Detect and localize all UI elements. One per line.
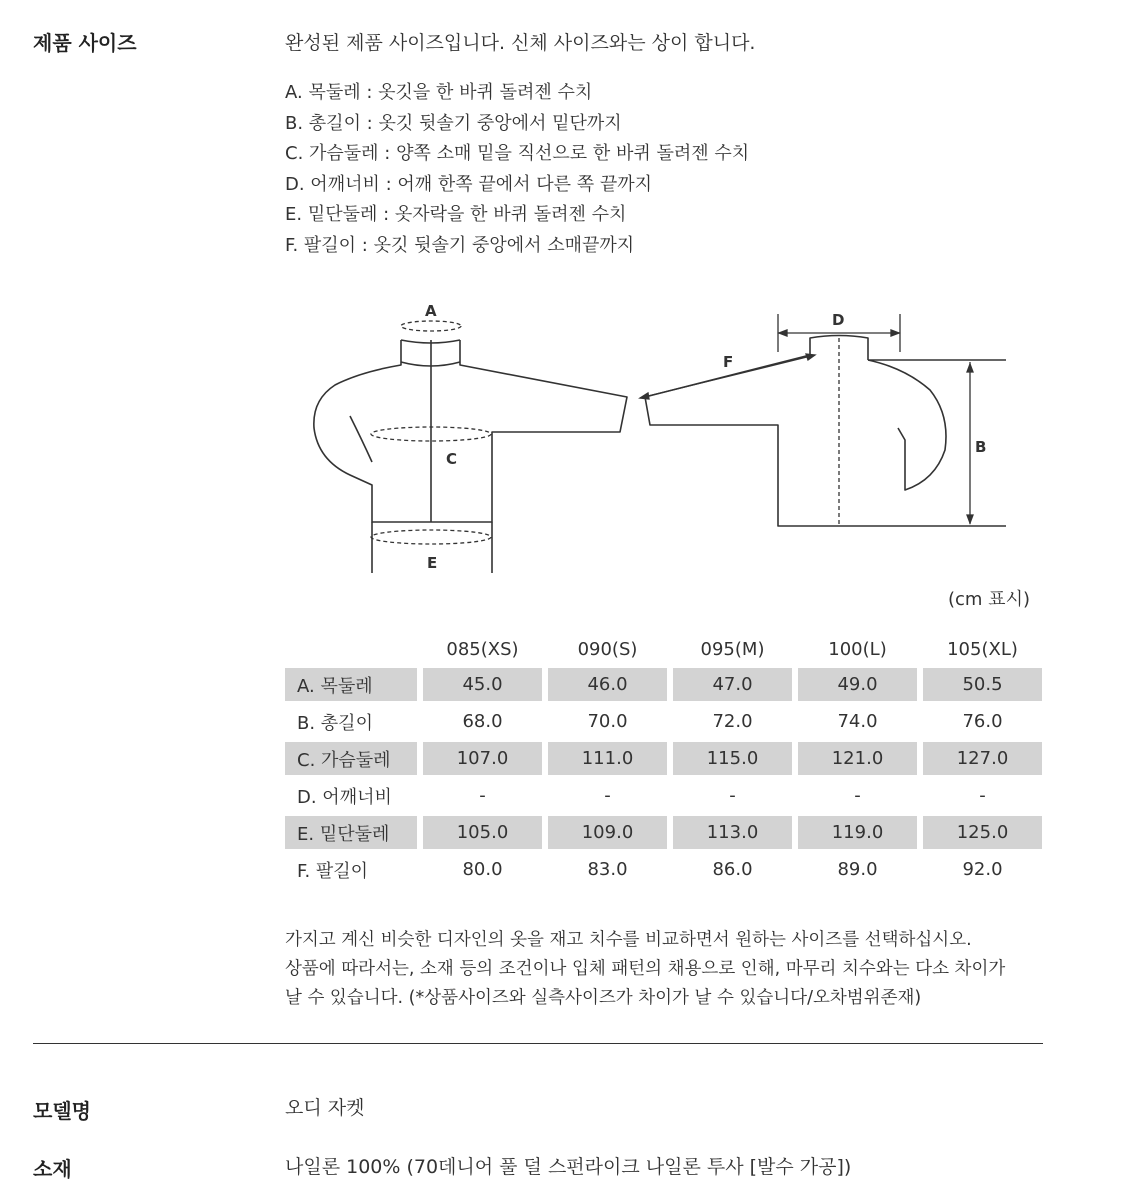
- section-divider: [33, 1043, 1043, 1044]
- diagram-label-d: D: [832, 311, 845, 329]
- size-section-label: 제품 사이즈: [33, 31, 137, 55]
- size-note-line: 날 수 있습니다. (*상품사이즈와 실측사이즈가 차이가 날 수 있습니다/오차범위존재): [285, 988, 922, 1008]
- size-note-line: 상품에 따라서는, 소재 등의 조건이나 입체 패턴의 채용으로 인해, 마무리 치수와는 다소 차이가: [285, 959, 1006, 979]
- diagram-label-b: B: [975, 438, 987, 456]
- row-label: E. 밑단둘레: [285, 816, 417, 849]
- unit-note: (cm 표시): [948, 589, 1030, 610]
- table-cell: 107.0: [423, 742, 542, 775]
- table-cell: -: [854, 785, 861, 806]
- table-cell: 76.0: [962, 711, 1003, 732]
- model-name-value: 오디 자켓: [285, 1097, 365, 1119]
- diagram-label-f: F: [723, 353, 734, 371]
- definition-b: B. 총길이 : 옷깃 뒷솔기 중앙에서 밑단까지: [285, 112, 622, 134]
- definition-a: A. 목둘레 : 옷깃을 한 바퀴 돌려젠 수치: [285, 82, 593, 103]
- table-cell: 113.0: [673, 816, 792, 849]
- definition-c: C. 가슴둘레 : 양쪽 소매 밑을 직선으로 한 바퀴 돌려젠 수치: [285, 143, 750, 164]
- table-cell: 68.0: [462, 711, 503, 732]
- size-header-l: 100(L): [828, 638, 887, 660]
- diagram-label-c: C: [446, 450, 458, 468]
- table-row: [285, 853, 1042, 886]
- table-cell: 70.0: [587, 711, 628, 732]
- table-cell: 45.0: [423, 668, 542, 701]
- table-row: [285, 816, 1042, 849]
- model-name-label: 모델명: [33, 1099, 91, 1123]
- table-cell: 49.0: [798, 668, 917, 701]
- front-jacket-outline: [314, 340, 627, 522]
- size-header-xl: 105(XL): [947, 638, 1018, 660]
- row-label: A. 목둘레: [285, 668, 417, 701]
- material-label: 소재: [33, 1157, 72, 1181]
- diagram-label-e: E: [427, 554, 438, 572]
- back-sleeve-outline: [868, 360, 946, 490]
- row-label: B. 총길이: [297, 712, 373, 734]
- measurement-definitions: [285, 78, 749, 261]
- size-notes: [285, 926, 1005, 1013]
- table-cell: 127.0: [923, 742, 1042, 775]
- row-label: F. 팔길이: [297, 860, 369, 882]
- size-intro-text: 완성된 제품 사이즈입니다. 신체 사이즈와는 상이 합니다.: [285, 32, 756, 54]
- definition-f: F. 팔길이 : 옷깃 뒷솔기 중앙에서 소매끝까지: [285, 234, 635, 256]
- table-cell: 74.0: [837, 711, 878, 732]
- table-row: [285, 742, 1042, 775]
- table-cell: 105.0: [423, 816, 542, 849]
- table-cell: -: [604, 785, 611, 806]
- table-cell: 50.5: [923, 668, 1042, 701]
- table-cell: 86.0: [712, 859, 753, 880]
- table-cell: 83.0: [587, 859, 628, 880]
- neck-measure-ellipse: [401, 321, 461, 331]
- front-underarm: [350, 416, 372, 462]
- definition-d: D. 어깨너비 : 어깨 한쪽 끝에서 다른 쪽 끝까지: [285, 173, 653, 195]
- table-cell: 115.0: [673, 742, 792, 775]
- definition-e: E. 밑단둘레 : 옷자락을 한 바퀴 돌려젠 수치: [285, 204, 627, 225]
- table-cell: 121.0: [798, 742, 917, 775]
- table-cell: 119.0: [798, 816, 917, 849]
- table-row: [285, 705, 1042, 738]
- table-cell: 92.0: [962, 859, 1003, 880]
- table-row: [285, 668, 1042, 701]
- table-cell: -: [979, 785, 986, 806]
- row-label: D. 어깨너비: [297, 786, 392, 808]
- table-cell: -: [479, 785, 486, 806]
- size-table-corner: [285, 634, 417, 664]
- size-header-xs: 085(XS): [446, 638, 519, 660]
- table-cell: -: [729, 785, 736, 806]
- table-cell: 80.0: [462, 859, 503, 880]
- table-cell: 46.0: [548, 668, 667, 701]
- diagram-label-a: A: [425, 302, 437, 320]
- material-value: 나일론 100% (70데니어 풀 덜 스펀라이크 나일론 투사 [발수 가공]): [285, 1156, 852, 1178]
- table-cell: 109.0: [548, 816, 667, 849]
- size-header-m: 095(M): [700, 638, 765, 660]
- table-cell: 72.0: [712, 711, 753, 732]
- hem-measure-ellipse: [371, 530, 491, 544]
- size-table: [279, 630, 1048, 890]
- back-jacket-outline: [645, 397, 1006, 526]
- size-note-line: 가지고 계신 비슷한 디자인의 옷을 재고 치수를 비교하면서 원하는 사이즈를 선택하십시오.: [285, 930, 972, 950]
- table-cell: 89.0: [837, 859, 878, 880]
- size-table-header-row: [285, 634, 1042, 664]
- table-row: [285, 779, 1042, 812]
- table-cell: 125.0: [923, 816, 1042, 849]
- table-cell: 47.0: [673, 668, 792, 701]
- table-cell: 111.0: [548, 742, 667, 775]
- size-header-s: 090(S): [577, 638, 638, 660]
- row-label: C. 가슴둘레: [285, 742, 417, 775]
- jacket-measurement-diagram: [300, 295, 1020, 580]
